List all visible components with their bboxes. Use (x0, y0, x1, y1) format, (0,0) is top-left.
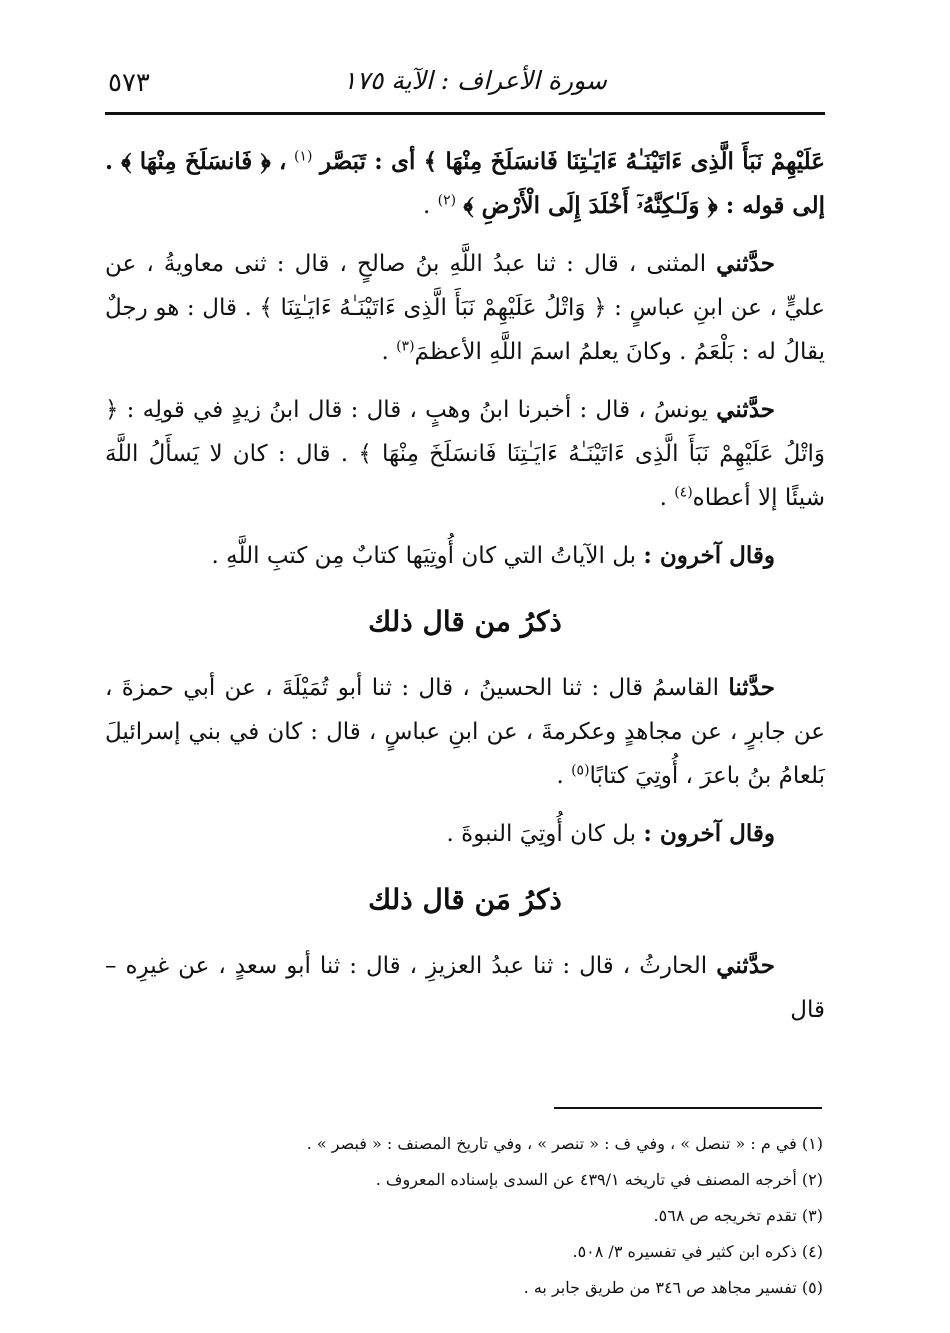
footnote-rule (554, 1107, 822, 1109)
running-head: سورة الأعراف : الآية ١٧٥ (343, 66, 607, 95)
paragraph-7 (105, 944, 825, 1032)
page-header (108, 62, 842, 102)
quran-quote: عَلَيْهِمْ نَبَأَ الَّذِى ءَاتَيْنَـٰهُ ءَايَـٰتِنَا فَانسَلَخَ مِنْهَا ﴾ أى : تَبَصَّر (320, 148, 826, 175)
header-rule (105, 112, 825, 115)
narration-lead: حدَّثني (716, 250, 775, 277)
paragraph-end: . (659, 485, 667, 511)
main-text (105, 140, 825, 1046)
footnote-5: (٥) تفسير مجاهد ص ٣٤٦ من طريق جابر به . (523, 1278, 823, 1297)
section-heading-2: ذكرُ مَن قال ذلك (368, 883, 562, 916)
paragraph-5 (105, 666, 825, 798)
narration-lead: وقال آخرون : (643, 542, 775, 569)
footnote-3: (٣) تقدم تخريجه ص ٥٦٨. (653, 1206, 823, 1225)
paragraph-6 (105, 812, 825, 856)
paragraph-end: . (556, 763, 564, 789)
footnote-ref-3[interactable]: (٣) (396, 338, 415, 355)
paragraph-text: المثنى ، قال : ثنا عبدُ اللَّهِ بنُ صالحٍ ، قال : ثنى معاويةُ ، عن عليٍّ ، عن ابنِ عباسٍ : ﴿ وَاتْلُ عَلَيْهِمْ نَبَأَ الَّذِى ءَاتَيْنَـٰهُ ءَايَـٰتِنَا ﴾ . قال : هو رجلٌ يقالُ له : بَلْعَمُ . وكانَ يعلمُ اسمَ اللَّهِ الأعظمَ (105, 251, 826, 365)
footnote-2: (٢) أخرجه المصنف في تاريخه ٤٣٩/١ عن السدى بإسناده المعروف . (375, 1170, 823, 1189)
footnote-ref-2[interactable]: (٢) (437, 192, 457, 209)
paragraph-1 (105, 140, 825, 228)
quran-quote: ، ﴿ فَانسَلَخَ مِنْهَا ﴾ . إلى قوله : ﴿ وَلَـٰكِنَّهُۥٓ أَخْلَدَ إِلَى الْأَرْضِ ﴾ (105, 148, 825, 219)
footnote-ref-5[interactable]: (٥) (571, 762, 590, 779)
narration-lead: حدَّثنا (728, 674, 775, 701)
paragraph-text: يونسُ ، قال : أخبرنا ابنُ وهبٍ ، قال : قال ابنُ زيدٍ في قولِه : ﴿ وَاتْلُ عَلَيْهِمْ نَبَأَ الَّذِى ءَاتَيْنَـٰهُ ءَايَـٰتِنَا فَانسَلَخَ مِنْهَا ﴾ . قال : كان لا يَسأَلُ اللَّهَ شيئًا إلا أعطاه (105, 397, 825, 511)
paragraph-2 (105, 242, 825, 374)
paragraph-text: القاسمُ قال : ثنا الحسينُ ، قال : ثنا أبو تُمَيْلَةَ ، عن أبي حمزةَ ، عن جابرٍ ، عن مجاهدٍ وعكرمةَ ، عن ابنِ عباسٍ ، قال : كان في بني إسرائيلَ بَلعامُ بنُ باعرَ ، أُوتِيَ كتابًا (105, 675, 825, 789)
paragraph-3 (105, 388, 825, 520)
footnote-1: (١) في م : « تنصل » ، وفي ف : « تنصر » ، وفي تاريخ المصنف : « فبصر » . (306, 1134, 823, 1153)
footnote-4: (٤) ذكره ابن كثير في تفسيره ٣/ ٥٠٨. (572, 1242, 823, 1261)
paragraph-text: بل كان أُوتِيَ النبوةَ . (446, 821, 637, 847)
paragraph-text: الحارثُ ، قال : ثنا عبدُ العزيزِ ، قال : ثنا أبو سعدٍ ، عن غيرِه – قال (105, 953, 825, 1023)
section-heading-1: ذكرُ من قال ذلك (368, 605, 562, 638)
paragraph-end: . (381, 339, 389, 365)
paragraph-4 (105, 534, 825, 578)
narration-lead: حدَّثني (716, 396, 775, 423)
footnotes (105, 1136, 825, 1316)
footnote-ref-4[interactable]: (٤) (674, 484, 693, 501)
paragraph-end: . (423, 193, 431, 219)
paragraph-text: بل الآياتُ التي كان أُوتِيَها كتابٌ مِن كتبِ اللَّهِ . (211, 543, 637, 569)
narration-lead: وقال آخرون : (643, 820, 775, 847)
narration-lead: حدَّثني (716, 952, 775, 979)
page-number: ٥٧٣ (108, 68, 150, 98)
footnote-ref-1[interactable]: (١) (293, 148, 313, 165)
